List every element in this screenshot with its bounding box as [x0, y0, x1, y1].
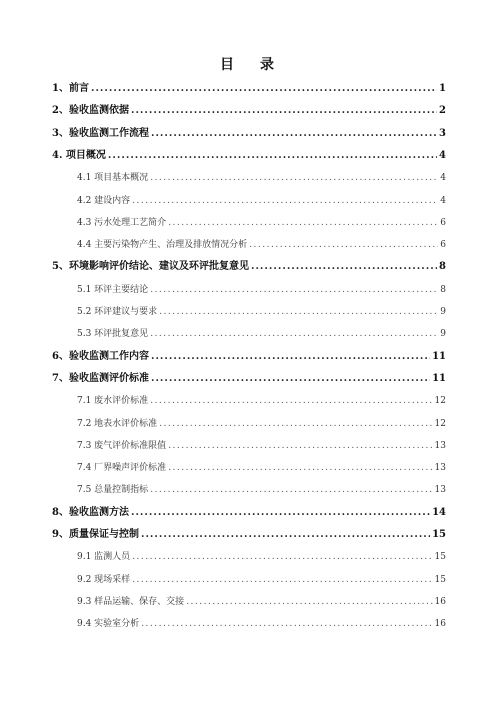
toc-dot-leader: [150, 394, 432, 408]
toc-page-number: 9: [440, 329, 446, 340]
toc-entry-label: 5.3 环评批复意见: [77, 329, 149, 340]
toc-page-number: 4: [440, 195, 446, 206]
toc-entry-label: 7.1 废水评价标准: [77, 396, 149, 407]
toc-dot-leader: [131, 506, 430, 520]
toc-dot-leader: [168, 461, 432, 475]
toc-entry[interactable]: [52, 82, 446, 96]
toc-entry[interactable]: [52, 149, 446, 163]
toc-entry-label: 5.2 环评建议与要求: [77, 307, 158, 317]
toc-entry-label: 9.4 实验室分析: [77, 619, 140, 630]
toc-entry-label: 4.3 污水处理工艺简介: [77, 217, 167, 228]
toc-page-number: 12: [434, 396, 446, 407]
toc-entry[interactable]: [77, 461, 446, 475]
toc-page-number: 4: [440, 173, 446, 184]
toc-dot-leader: [91, 82, 437, 96]
toc-dot-leader: [108, 149, 437, 163]
toc-entry-label: 6、验收监测工作内容: [52, 350, 149, 362]
toc-page-number: 8: [439, 261, 446, 273]
toc-entry-label: 3、验收监测工作流程: [52, 127, 149, 139]
toc-dot-leader: [131, 104, 437, 118]
toc-dot-leader: [151, 350, 430, 364]
toc-page-number: 14: [432, 506, 446, 518]
toc-dot-leader: [141, 528, 430, 542]
toc-page-number: 6: [440, 240, 446, 251]
toc-dot-leader: [150, 327, 438, 341]
toc-entry[interactable]: [52, 506, 446, 520]
toc-entry[interactable]: [52, 350, 446, 364]
toc-entry[interactable]: [77, 327, 446, 341]
toc-entry[interactable]: [77, 394, 446, 408]
toc-dot-leader: [168, 439, 432, 453]
toc-entry-label: 9.2 现场采样: [77, 574, 131, 585]
toc-entry-label: 2、验收监测依据: [52, 105, 129, 117]
toc-entry-label: 5.1 环评主要结论: [77, 284, 149, 295]
toc-dot-leader: [151, 372, 430, 386]
toc-entry[interactable]: [77, 283, 446, 297]
toc-entry-label: 7.4 厂界噪声评价标准: [77, 463, 167, 474]
toc-entry-label: 7.3 废气评价标准限值: [77, 440, 167, 451]
toc-entry[interactable]: [52, 260, 446, 274]
toc-dot-leader: [132, 573, 432, 587]
toc-page-number: 6: [440, 217, 446, 228]
toc-entry-label: 4.2 建设内容: [77, 195, 131, 206]
toc-page-number: 11: [432, 350, 446, 362]
toc-entry[interactable]: [77, 550, 446, 564]
toc-page-number: 13: [434, 463, 446, 474]
toc-page-number: 9: [440, 307, 446, 317]
toc-entry[interactable]: [52, 372, 446, 386]
toc-page-number: 4: [439, 149, 446, 161]
toc-page-number: 3: [439, 127, 446, 139]
toc-entry-label: 4.1 项目基本概况: [77, 173, 149, 184]
page-title: 目 录: [220, 57, 280, 73]
toc-entry[interactable]: [77, 171, 446, 185]
toc-entry[interactable]: [77, 573, 446, 587]
toc-dot-leader: [132, 550, 432, 564]
toc-dot-leader: [159, 417, 432, 431]
toc-dot-leader: [186, 595, 432, 609]
toc-entry[interactable]: [77, 216, 446, 230]
toc-dot-leader: [150, 283, 438, 297]
toc-entry[interactable]: [52, 528, 446, 542]
toc-page-number: 12: [434, 418, 446, 429]
toc-dot-leader: [141, 617, 432, 631]
toc-page-number: 15: [434, 552, 446, 563]
toc-entry[interactable]: [77, 305, 446, 319]
toc-dot-leader: [251, 260, 437, 274]
toc-entry-label: 7.5 总量控制指标: [77, 485, 149, 496]
toc-entry-label: 4.4 主要污染物产生、治理及排放情况分析: [77, 240, 248, 251]
toc-page-number: 11: [432, 372, 446, 384]
toc-entry[interactable]: [77, 439, 446, 453]
toc-dot-leader: [132, 194, 438, 208]
toc-dot-leader: [159, 305, 438, 319]
toc-page-number: 1: [439, 83, 446, 94]
toc-page-number: 15: [432, 529, 446, 540]
toc-entry-label: 8、验收监测方法: [52, 506, 129, 518]
toc-entry[interactable]: [77, 483, 446, 497]
toc-entry[interactable]: [77, 417, 446, 431]
toc-entry[interactable]: [77, 595, 446, 609]
toc-dot-leader: [249, 238, 438, 252]
toc-dot-leader: [168, 216, 438, 230]
toc-entry-label: 9、质量保证与控制: [52, 529, 139, 540]
toc-dot-leader: [151, 127, 437, 141]
toc-entry-label: 9.1 监测人员: [77, 552, 131, 563]
toc-entry-label: 7、验收监测评价标准: [52, 372, 149, 384]
toc-page-number: 2: [439, 105, 446, 117]
toc-entry-label: 5、环境影响评价结论、建议及环评批复意见: [52, 261, 249, 273]
toc-entry-label: 4. 项目概况: [52, 149, 106, 161]
toc-entry[interactable]: [77, 194, 446, 208]
toc-entry[interactable]: [52, 104, 446, 118]
toc-entry[interactable]: [77, 617, 446, 631]
toc-page-number: 16: [434, 596, 446, 607]
toc-page-number: 13: [434, 440, 446, 451]
toc-dot-leader: [150, 171, 438, 185]
toc-entry[interactable]: [52, 127, 446, 141]
toc-entry-label: 7.2 地表水评价标准: [77, 418, 158, 429]
toc-page-number: 16: [434, 619, 446, 630]
toc-page-number: 15: [434, 574, 446, 585]
toc-dot-leader: [150, 483, 432, 497]
toc-entry-label: 9.3 样品运输、保存、交接: [77, 596, 185, 607]
toc-page-number: 8: [440, 284, 446, 295]
toc-entry-label: 1、前言: [52, 83, 89, 94]
toc-entry[interactable]: [77, 238, 446, 252]
toc-page-number: 13: [434, 485, 446, 496]
